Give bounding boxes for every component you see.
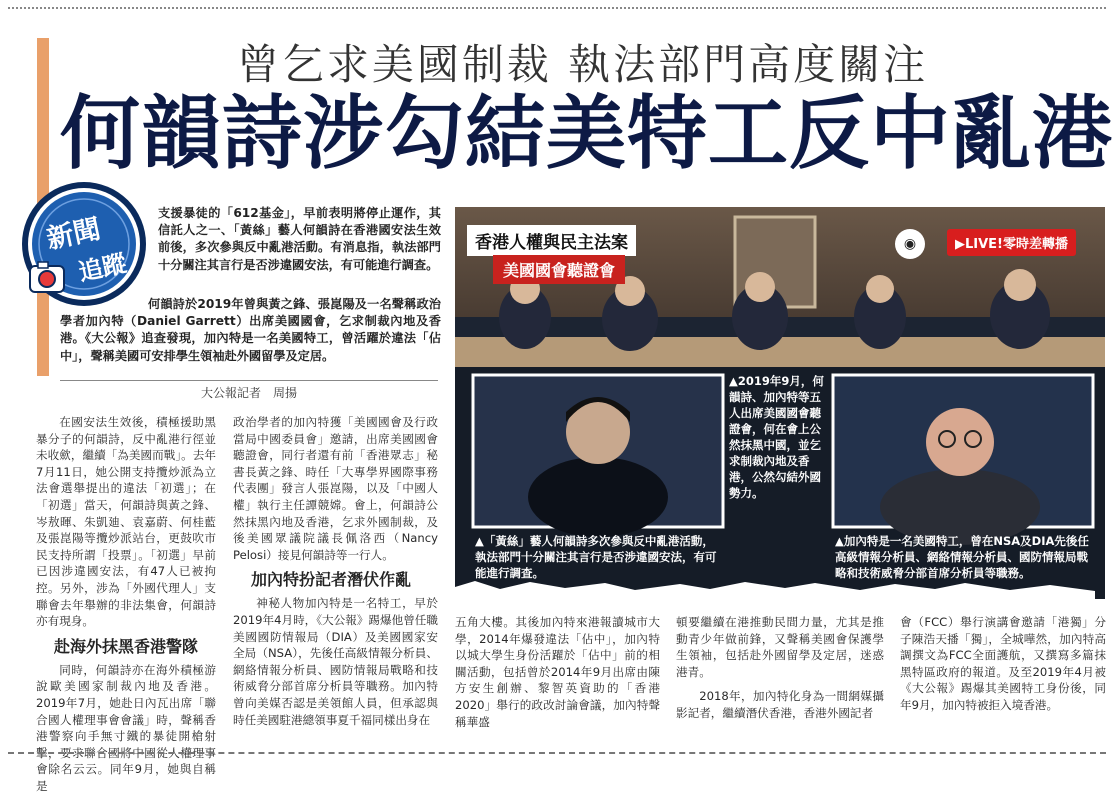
- col5-text: 會（FCC）舉行演講會邀請「港獨」分子陳浩天播「獨」，全城嘩然，加內特高調撰文為FCC全面護航，又撰寫多篇抹黑特區政府的報道。及至2019年4月被《大公報》踢爆其美國特工身份後，同年9月，加內特被拒入境香港。: [900, 615, 1106, 712]
- col1-paragraph-1: 在國安法生效後，積極援助黑暴分子的何韻詩，反中亂港行徑並未收歛，繼續「為美國而戰」。去年7月11日，她公開支持攬炒派為立法會選舉提出的違法「初選」；在「初選」當天，何韻詩與黃之鋒、岑敖暉、朱凱廸、袁嘉蔚、何桂藍及張崑陽等攬炒派站台，更鼓吹市民支持所謂「投票」。「初選」早前已因涉違國安法，有47人已被拘控。另外，涉為「外國代理人」支聯會去年舉辦的非法集會，何韻詩亦有現身。: [36, 415, 216, 629]
- col3-text: 五角大樓。其後加內特來港報讀城市大學，2014年爆發違法「佔中」，加內特以城大學生身份活躍於「佔中」前的相關活動，包括曾於2014年9月出席由陳方安生創辦、黎智英資助的「香港2020」舉行的政改討論會議，加內特聲稱華盛: [455, 615, 660, 729]
- lead-paragraph-2: 何韻詩於2019年曾與黃之鋒、張崑陽及一名聲稱政治學者加內特（Daniel Garrett）出席美國國會，乞求制裁內地及香港。《大公報》追查發現，加內特是一名美國特工，曾活躍於違法「佔中」，聲稱美國可安排學生領袖赴外國留學及定居。: [60, 297, 441, 363]
- column-2: [233, 414, 438, 728]
- subheadline: 曾乞求美國制裁 執法部門高度關注: [236, 40, 929, 89]
- caption-left: ▲「黃絲」藝人何韻詩多次參與反中亂港活動，執法部門十分關注其言行是否涉違國安法，有可能進行調查。: [475, 534, 717, 580]
- news-follow-badge: [20, 180, 148, 308]
- bottom-dashed-rule: [8, 752, 1106, 754]
- badge-text-bottom: 追蹤: [76, 249, 129, 287]
- col4-text-2: 2018年，加內特化身為一間網媒攝影記者，繼續潛伏香港，香港外國記者: [676, 689, 884, 720]
- lead-paragraph-1: 支援暴徒的「612基金」，早前表明將停止運作，其信託人之一、「黃絲」藝人何韻詩在香港國安法生效前後，多次參與反中亂港活動。有消息指，執法部門十分關注其言行是否涉違國安法，有可能進行調查。: [158, 206, 441, 272]
- col1-paragraph-2: 同時，何韻詩亦在海外積極游說歐美國家制裁內地及香港。2019年7月，她赴日內瓦出席「聯合國人權理事會會議」時，聲稱香港警察向手無寸鐵的暴徒開槍射擊，要求聯合國將中國從人權理事會除名云云。同年9月，她與自稱是: [36, 662, 216, 793]
- col2-paragraph-1: 政治學者的加內特獲「美國國會及行政當局中國委員會」邀請，出席美國國會聽證會，同行者還有前「香港眾志」秘書長黃之鋒、時任「大專學界國際事務代表團」發言人張崑陽，以及「中國人權」執行主任譚競嫦。會上，何韻詩公然抹黑內地及香港，乞求外國制裁，及後美國眾議院議長佩洛西（Nancy Pelosi）接見何韻詩等一行人。: [233, 415, 438, 562]
- channel-logo-icon: ◉: [895, 229, 925, 259]
- col2-paragraph-2: 神秘人物加內特是一名特工，早於2019年4月時，《大公報》踢爆他曾任職美國國防情報局（DIA）及美國國家安全局（NSA），先後任高級情報分析員、網絡情報分析員、國防情報局戰略和技術威脅分部首席分析員等職務。加內特曾向美媒否認是美領館人員，但承認與時任美國駐港總領事夏千福同樣出身在: [233, 596, 438, 727]
- badge-text-top: 新聞: [43, 213, 104, 256]
- col2-heading: 加內特扮記者潛伏作亂: [251, 570, 412, 590]
- live-badge: ▶LIVE!零時差轉播: [947, 229, 1076, 256]
- hearing-photo: [455, 207, 1105, 599]
- caption-right: ▲加內特是一名美國特工，曾在NSA及DIA先後任高級情報分析員、網絡情報分析員、國防情報局戰略和技術威脅分部首席分析員等職務。: [835, 534, 1089, 580]
- camera-icon: [30, 262, 64, 292]
- column-3: [455, 614, 660, 730]
- column-4: [676, 614, 884, 722]
- column-1: [36, 414, 216, 794]
- top-dotted-rule: [8, 7, 1106, 9]
- banner-subtitle: 美國國會聽證會: [493, 255, 625, 284]
- col4-text: 頓要繼續在港推動民間力量，尤其是推動青少年做前鋒，又聲稱美國會保護學生領袖，包括赴外國留學及定居，迷惑港青。: [676, 615, 884, 679]
- col1-heading: 赴海外抹黑香港警隊: [54, 636, 199, 656]
- headline: 何韻詩涉勾結美特工反中亂港: [60, 87, 1113, 180]
- byline: 大公報記者 周揚: [60, 380, 438, 401]
- column-5: [900, 614, 1106, 714]
- caption-center: ▲2019年9月，何韻詩、加內特等五人出席美國國會聽證會，何在會上公然抹黑中國，並乞求制裁內地及香港，公然勾結外國勢力。: [729, 374, 824, 500]
- banner-title: 香港人權與民主法案: [467, 225, 636, 256]
